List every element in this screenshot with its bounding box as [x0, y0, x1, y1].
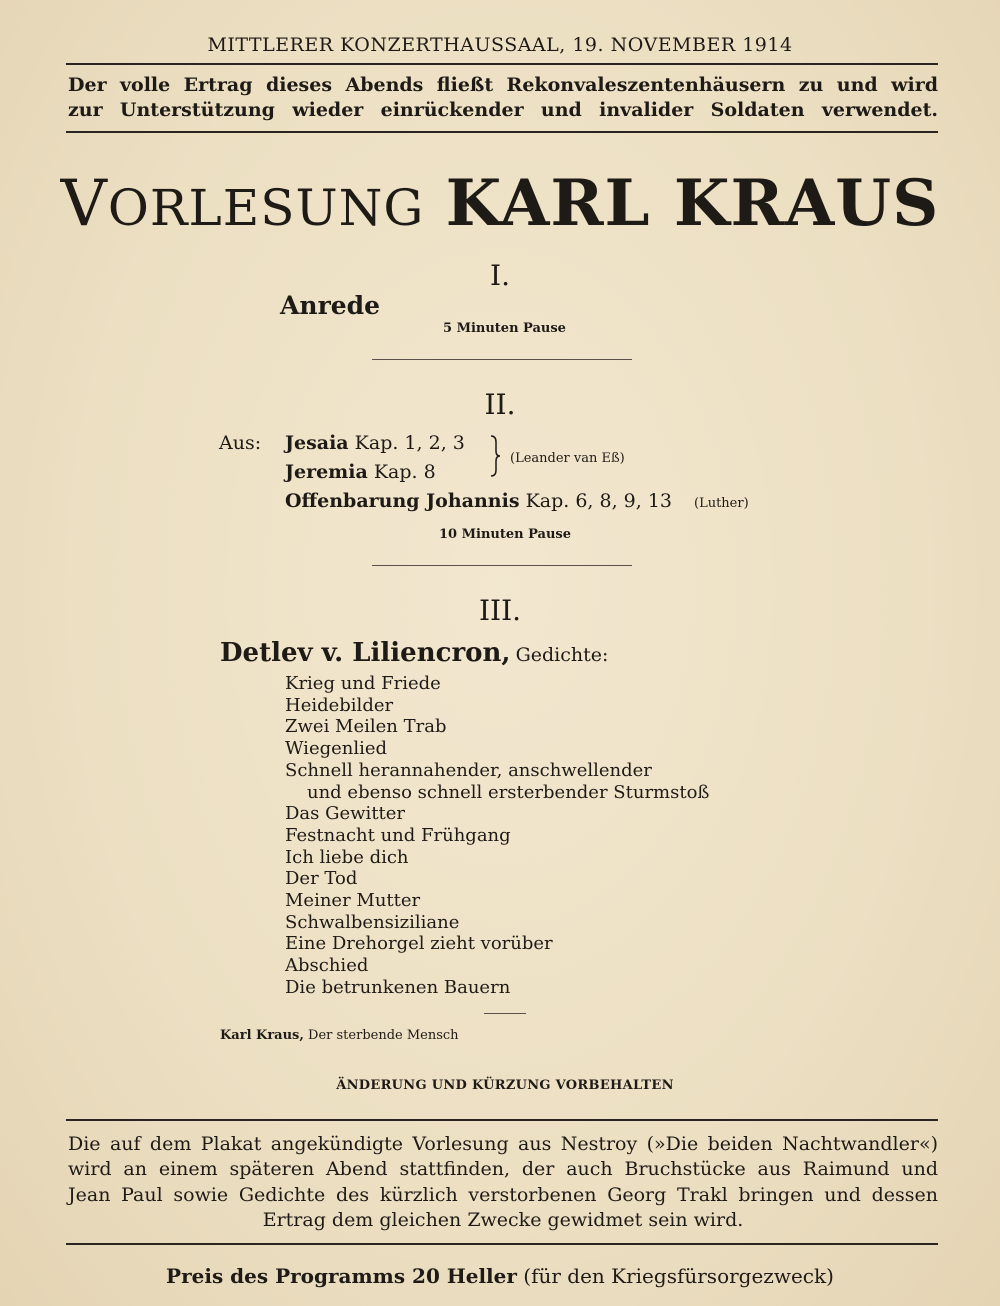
poem-title: Meiner Mutter [285, 890, 421, 912]
poems-label: Gedichte: [515, 644, 609, 666]
price-purpose: (für den Kriegsfürsorgezweck) [523, 1264, 834, 1288]
charity-notice-line-1: Der volle Ertrag dieses Abends fließt Rekonvaleszentenhäusern zu und wird [68, 74, 938, 96]
short-divider [484, 1013, 526, 1014]
closing-author: Karl Kraus, [220, 1028, 304, 1043]
venue-date-line: MITTLERER KONZERTHAUSSAAL, 19. NOVEMBER 1914 [207, 34, 793, 56]
poem-title: Schnell herannahender, anschwellender [285, 759, 652, 781]
closing-reading [220, 1028, 459, 1043]
poem-title: Das Gewitter [285, 803, 406, 825]
poem-title: Abschied [285, 955, 369, 977]
header-rule-top [66, 63, 938, 65]
price-line [0, 1264, 1000, 1288]
reading-jesaia [285, 432, 465, 454]
translator-luther: (Luther) [694, 496, 749, 511]
book-title: Jesaia [285, 432, 349, 454]
main-title [0, 166, 1000, 241]
poem-title: Zwei Meilen Trab [285, 716, 447, 738]
poem-title-continued: und ebenso schnell ersterbender Sturmstoß [307, 781, 710, 803]
note-line-3: Jean Paul sowie Gedichte des kürzlich verstorbenen Georg Trakl bringen und dessen [68, 1183, 938, 1206]
divider-1 [372, 359, 632, 360]
poem-title: Ich liebe dich [285, 846, 409, 868]
part-3-heading [220, 638, 608, 668]
footer-rule-bottom [66, 1243, 938, 1245]
note-line-4: Ertrag dem gleichen Zwecke gewidmet sein wird. [262, 1208, 744, 1231]
book-title: Jeremia [285, 461, 368, 483]
part-2-numeral: II. [484, 388, 516, 421]
book-title: Offenbarung Johannis [285, 490, 520, 512]
poem-list [285, 673, 709, 999]
poem-title: Wiegenlied [285, 738, 388, 760]
title-name: KARL KRAUS [445, 166, 940, 241]
header-rule-bottom [66, 131, 938, 133]
chapters: Kap. 1, 2, 3 [354, 432, 465, 454]
part-2-pause: 10 Minuten Pause [439, 527, 571, 542]
reading-offenbarung [285, 490, 672, 512]
poem-title: Die betrunkenen Bauern [285, 976, 511, 998]
reservation-notice: ÄNDERUNG UND KÜRZUNG VORBEHALTEN [336, 1078, 674, 1093]
part-1-numeral: I. [490, 259, 510, 292]
chapters: Kap. 6, 8, 9, 13 [525, 490, 673, 512]
poet-name: Detlev v. Liliencron, [220, 638, 511, 668]
poem-title: Eine Drehorgel zieht vorüber [285, 933, 553, 955]
title-word: ORLESUNG [107, 179, 425, 237]
poem-title: Schwalbensiziliane [285, 911, 460, 933]
translator-leander: (Leander van Eß) [510, 451, 625, 466]
note-line-2: wird an einem späteren Abend stattfinden, der auch Bruchstücke aus Raimund und [68, 1158, 938, 1181]
divider-2 [372, 565, 632, 566]
chapters: Kap. 8 [373, 461, 436, 483]
title-initial: V [60, 167, 108, 241]
part-3-numeral: III. [478, 594, 522, 627]
part-2-prefix: Aus: [219, 432, 262, 454]
part-1-pause: 5 Minuten Pause [443, 321, 566, 336]
footer-rule-top [66, 1119, 938, 1121]
postponement-note [68, 1132, 938, 1233]
closing-work: Der sterbende Mensch [308, 1028, 459, 1043]
charity-notice-line-2: zur Unterstützung wieder einrückender und invalider Soldaten verwendet. [68, 99, 938, 121]
curly-brace [488, 434, 502, 478]
poem-title: Der Tod [285, 868, 358, 890]
reading-jeremia [285, 461, 436, 483]
note-line-1: Die auf dem Plakat angekündigte Vorlesung aus Nestroy (»Die beiden Nachtwandler«) [68, 1133, 938, 1155]
poem-title: Krieg und Friede [285, 673, 441, 694]
poem-title: Festnacht und Frühgang [285, 824, 511, 846]
poem-title: Heidebilder [285, 694, 394, 716]
price-amount: Preis des Programms 20 Heller [166, 1264, 517, 1288]
part-1-heading: Anrede [280, 291, 381, 320]
